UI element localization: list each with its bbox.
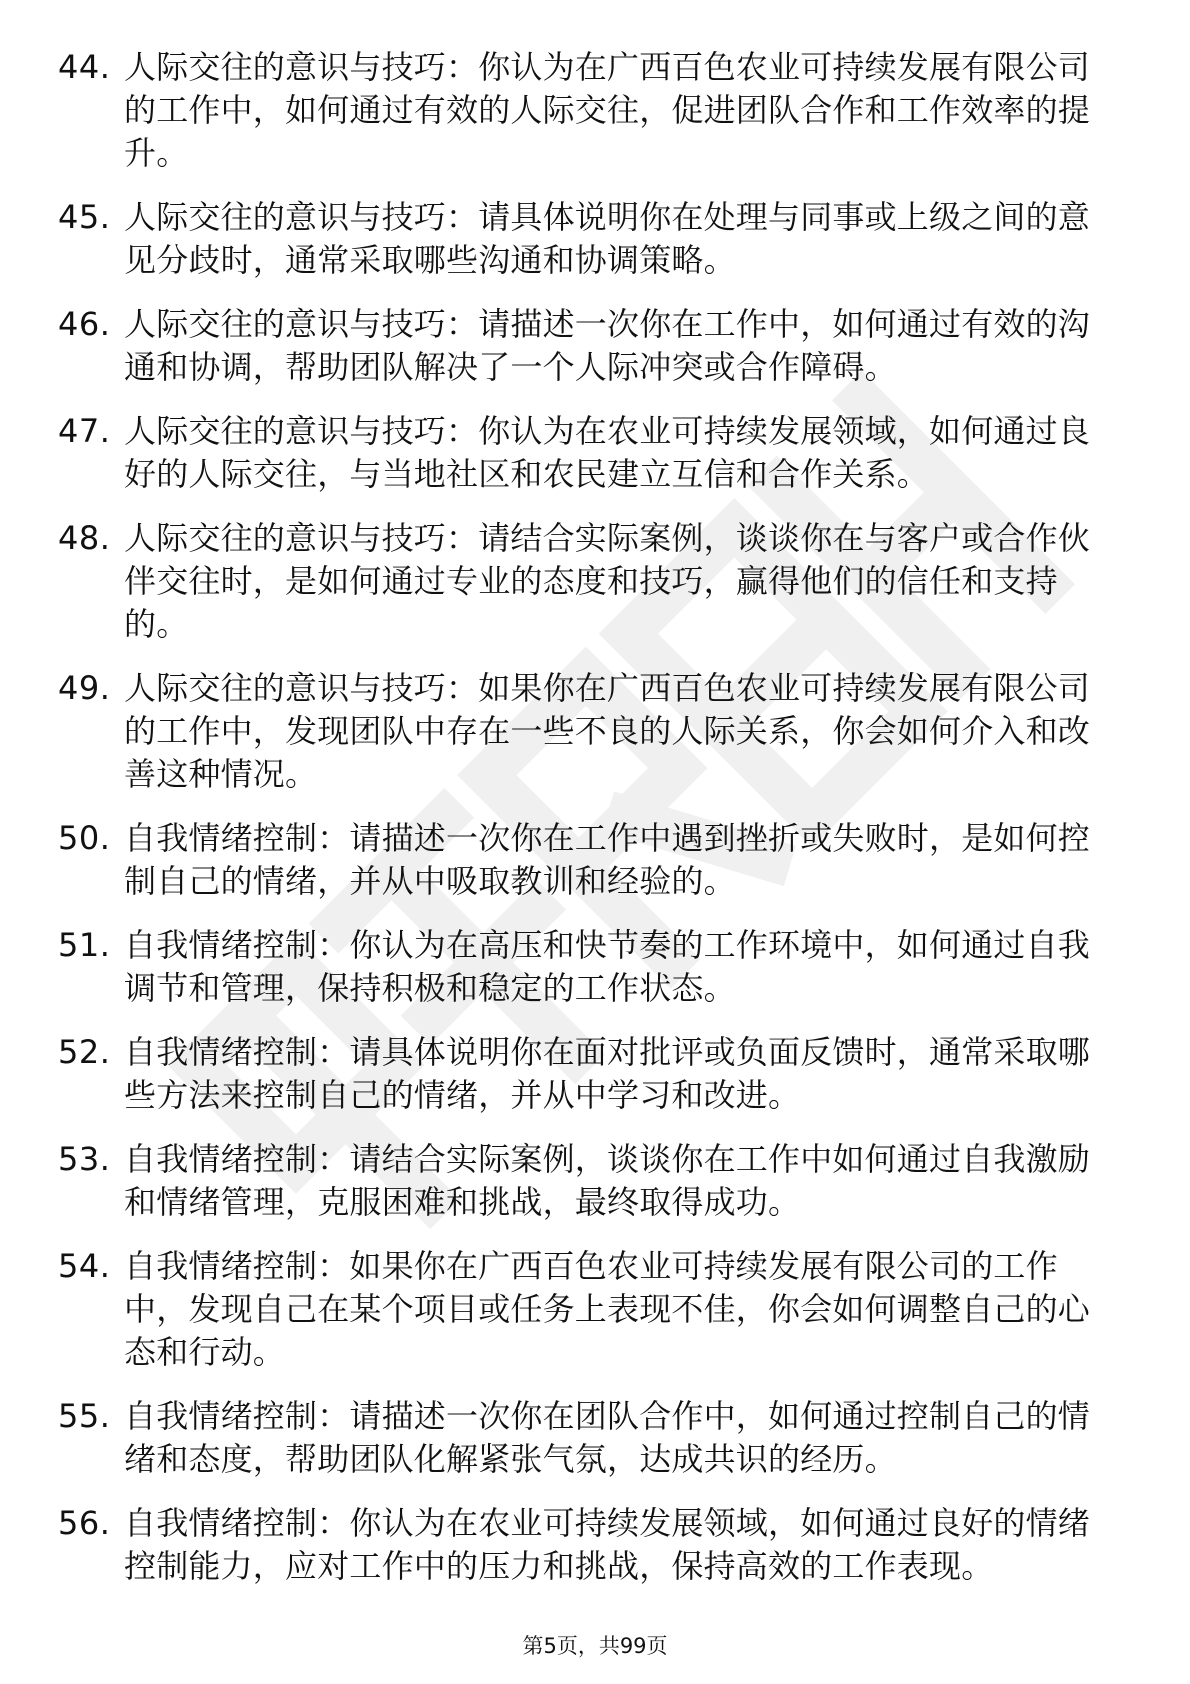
question-item xyxy=(58,817,1108,903)
question-number: 51. xyxy=(58,926,111,964)
question-item xyxy=(58,667,1108,796)
question-item xyxy=(58,1138,1108,1224)
question-text: 人际交往的意识与技巧：请描述一次你在工作中，如何通过有效的沟通和协调，帮助团队解决了一个人际冲突或合作障碍。 xyxy=(124,305,1091,386)
question-list xyxy=(58,46,1108,1609)
question-item xyxy=(58,1245,1108,1374)
question-number: 49. xyxy=(58,669,111,707)
question-text: 自我情绪控制：你认为在农业可持续发展领域，如何通过良好的情绪控制能力，应对工作中的压力和挑战，保持高效的工作表现。 xyxy=(124,1504,1091,1585)
question-text: 自我情绪控制：请描述一次你在工作中遇到挫折或失败时，是如何控制自己的情绪，并从中吸取教训和经验的。 xyxy=(124,819,1091,900)
question-text: 人际交往的意识与技巧：请具体说明你在处理与同事或上级之间的意见分歧时，通常采取哪些沟通和协调策略。 xyxy=(124,198,1091,279)
question-number: 55. xyxy=(58,1397,111,1435)
question-item xyxy=(58,517,1108,646)
question-text: 人际交往的意识与技巧：你认为在广西百色农业可持续发展有限公司的工作中，如何通过有效的人际交往，促进团队合作和工作效率的提升。 xyxy=(124,48,1091,172)
question-item xyxy=(58,410,1108,496)
question-text: 自我情绪控制：请描述一次你在团队合作中，如何通过控制自己的情绪和态度，帮助团队化解紧张气氛，达成共识的经历。 xyxy=(124,1397,1091,1478)
question-text: 自我情绪控制：请结合实际案例，谈谈你在工作中如何通过自我激励和情绪管理，克服困难和挑战，最终取得成功。 xyxy=(124,1140,1091,1221)
question-text: 自我情绪控制：你认为在高压和快节奏的工作环境中，如何通过自我调节和管理，保持积极和稳定的工作状态。 xyxy=(124,926,1091,1007)
question-item xyxy=(58,1031,1108,1117)
question-text: 人际交往的意识与技巧：请结合实际案例，谈谈你在与客户或合作伙伴交往时，是如何通过专业的态度和技巧，赢得他们的信任和支持的。 xyxy=(124,519,1091,643)
question-number: 54. xyxy=(58,1247,111,1285)
question-text: 自我情绪控制：如果你在广西百色农业可持续发展有限公司的工作中，发现自己在某个项目或任务上表现不佳，你会如何调整自己的心态和行动。 xyxy=(124,1247,1091,1371)
question-item xyxy=(58,924,1108,1010)
question-item xyxy=(58,46,1108,175)
question-number: 50. xyxy=(58,819,111,857)
page-footer xyxy=(0,1633,1190,1659)
question-text: 人际交往的意识与技巧：如果你在广西百色农业可持续发展有限公司的工作中，发现团队中存在一些不良的人际关系，你会如何介入和改善这种情况。 xyxy=(124,669,1091,793)
page-number-label: 第5页，共99页 xyxy=(522,1634,668,1658)
question-item xyxy=(58,1502,1108,1588)
question-item xyxy=(58,196,1108,282)
question-number: 53. xyxy=(58,1140,111,1178)
question-text: 自我情绪控制：请具体说明你在面对批评或负面反馈时，通常采取哪些方法来控制自己的情绪，并从中学习和改进。 xyxy=(124,1033,1091,1114)
question-number: 56. xyxy=(58,1504,111,1542)
question-number: 44. xyxy=(58,48,111,86)
question-text: 人际交往的意识与技巧：你认为在农业可持续发展领域，如何通过良好的人际交往，与当地社区和农民建立互信和合作关系。 xyxy=(124,412,1091,493)
question-item xyxy=(58,1395,1108,1481)
question-number: 47. xyxy=(58,412,111,450)
question-number: 45. xyxy=(58,198,111,236)
question-number: 46. xyxy=(58,305,111,343)
question-number: 52. xyxy=(58,1033,111,1071)
question-number: 48. xyxy=(58,519,111,557)
question-item xyxy=(58,303,1108,389)
